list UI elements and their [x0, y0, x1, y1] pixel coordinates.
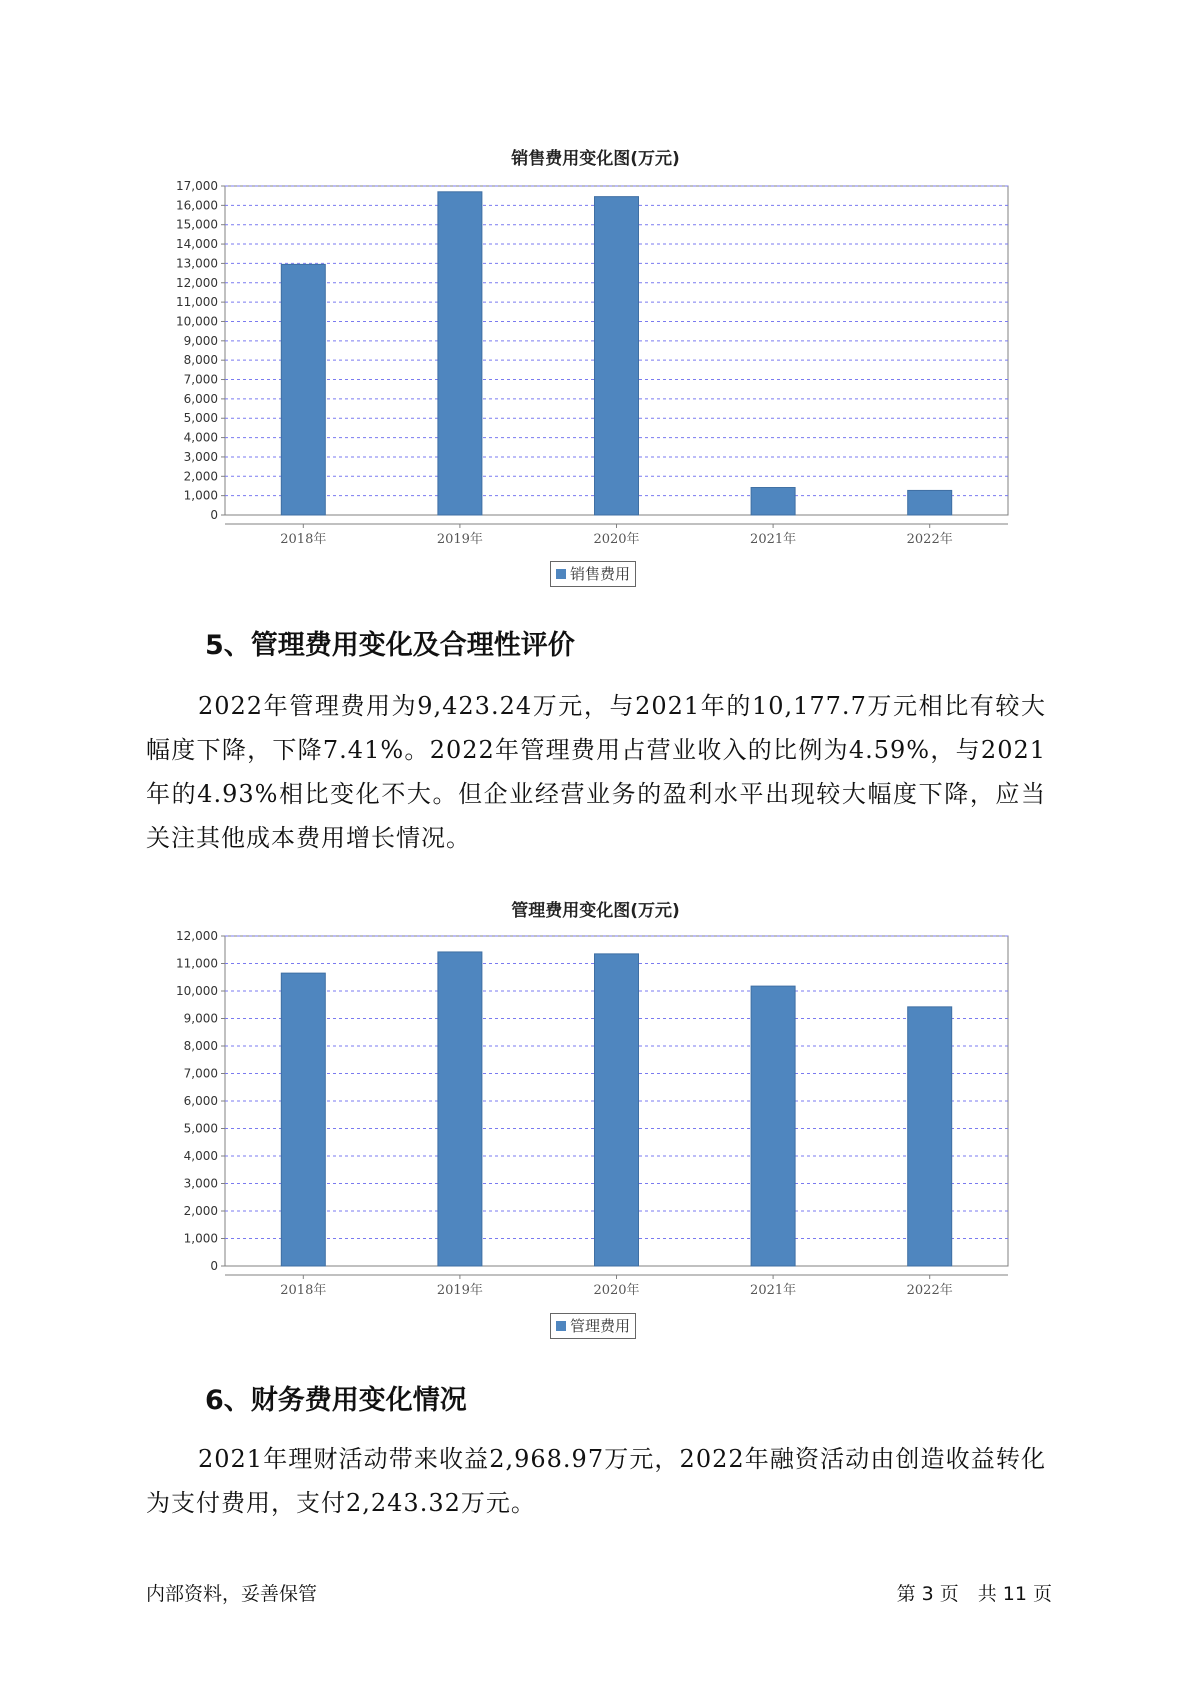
y-tick-label: 7,000 — [183, 372, 218, 387]
y-tick-label: 2,000 — [183, 1204, 218, 1218]
y-tick-label: 17,000 — [176, 179, 218, 193]
y-tick-label: 10,000 — [176, 984, 218, 998]
y-tick-label: 12,000 — [176, 275, 218, 290]
legend-label-admin: 管理费用 — [570, 1317, 631, 1335]
y-tick-label: 3,000 — [183, 1176, 218, 1191]
y-tick-label: 1,000 — [183, 1231, 218, 1246]
section-6-heading: 6、财务费用变化情况 — [205, 1385, 467, 1416]
y-tick-label: 8,000 — [183, 353, 218, 368]
chart-title-admin: 管理费用变化图(万元) — [511, 901, 680, 921]
y-tick-label: 0 — [210, 508, 218, 522]
bar — [438, 952, 482, 1266]
y-tick-label: 15,000 — [176, 217, 218, 232]
section-5-heading: 5、管理费用变化及合理性评价 — [205, 630, 575, 661]
y-tick-label: 3,000 — [183, 449, 218, 464]
y-tick-label: 4,000 — [183, 430, 218, 445]
x-tick-label: 2018年 — [280, 532, 327, 547]
y-tick-label: 0 — [210, 1259, 218, 1273]
y-tick-label: 12,000 — [176, 929, 218, 943]
y-tick-label: 8,000 — [183, 1039, 218, 1053]
section-6-paragraph: 2021年理财活动带来收益2,968.97万元，2022年融资活动由创造收益转化为支付费用，支付2,243.32万元。 — [146, 1445, 1046, 1517]
x-tick-label: 2019年 — [436, 1283, 483, 1298]
x-tick-label: 2020年 — [593, 532, 640, 547]
y-tick-label: 10,000 — [176, 314, 218, 329]
x-tick-label: 2022年 — [906, 1283, 953, 1298]
y-tick-label: 1,000 — [183, 488, 218, 503]
footer-page-number: 第 3 页 共 11 页 — [896, 1583, 1052, 1605]
x-tick-label: 2019年 — [436, 532, 483, 547]
y-tick-label: 11,000 — [176, 956, 218, 971]
bar — [281, 973, 325, 1266]
y-tick-label: 7,000 — [183, 1066, 218, 1081]
bar — [908, 1007, 952, 1266]
chart-legend-admin — [550, 1313, 636, 1339]
bar — [751, 986, 795, 1266]
y-tick-label: 11,000 — [176, 295, 218, 310]
legend-swatch-admin — [556, 1321, 566, 1331]
y-tick-label: 9,000 — [183, 333, 218, 348]
x-tick-label: 2020年 — [593, 1283, 640, 1298]
y-tick-label: 14,000 — [176, 237, 218, 252]
footer-confidential-note: 内部资料，妥善保管 — [146, 1583, 318, 1605]
legend-label-sales: 销售费用 — [570, 565, 631, 583]
x-tick-label: 2018年 — [280, 1283, 327, 1298]
y-tick-label: 16,000 — [176, 198, 218, 213]
y-tick-label: 6,000 — [183, 391, 218, 406]
y-tick-label: 9,000 — [183, 1011, 218, 1026]
y-tick-label: 6,000 — [183, 1094, 218, 1108]
x-tick-label: 2021年 — [750, 532, 797, 547]
y-tick-label: 4,000 — [183, 1149, 218, 1163]
y-tick-label: 5,000 — [183, 1121, 218, 1136]
chart-title-sales: 销售费用变化图(万元) — [511, 149, 680, 169]
y-tick-label: 13,000 — [176, 256, 218, 271]
y-tick-label: 5,000 — [183, 411, 218, 426]
x-tick-label: 2021年 — [750, 1283, 797, 1298]
y-tick-label: 2,000 — [183, 469, 218, 484]
bar — [595, 954, 639, 1266]
x-tick-label: 2022年 — [906, 532, 953, 547]
section-5-paragraph: 2022年管理费用为9,423.24万元，与2021年的10,177.7万元相比有较大幅度下降，下降7.41%。2022年管理费用占营业收入的比例为4.59%，与2021年的4.93%相比变化不大。但企业经营业务的盈利水平出现较大幅度下降，应当关注其他成本费用增长情况。 — [146, 692, 1046, 852]
